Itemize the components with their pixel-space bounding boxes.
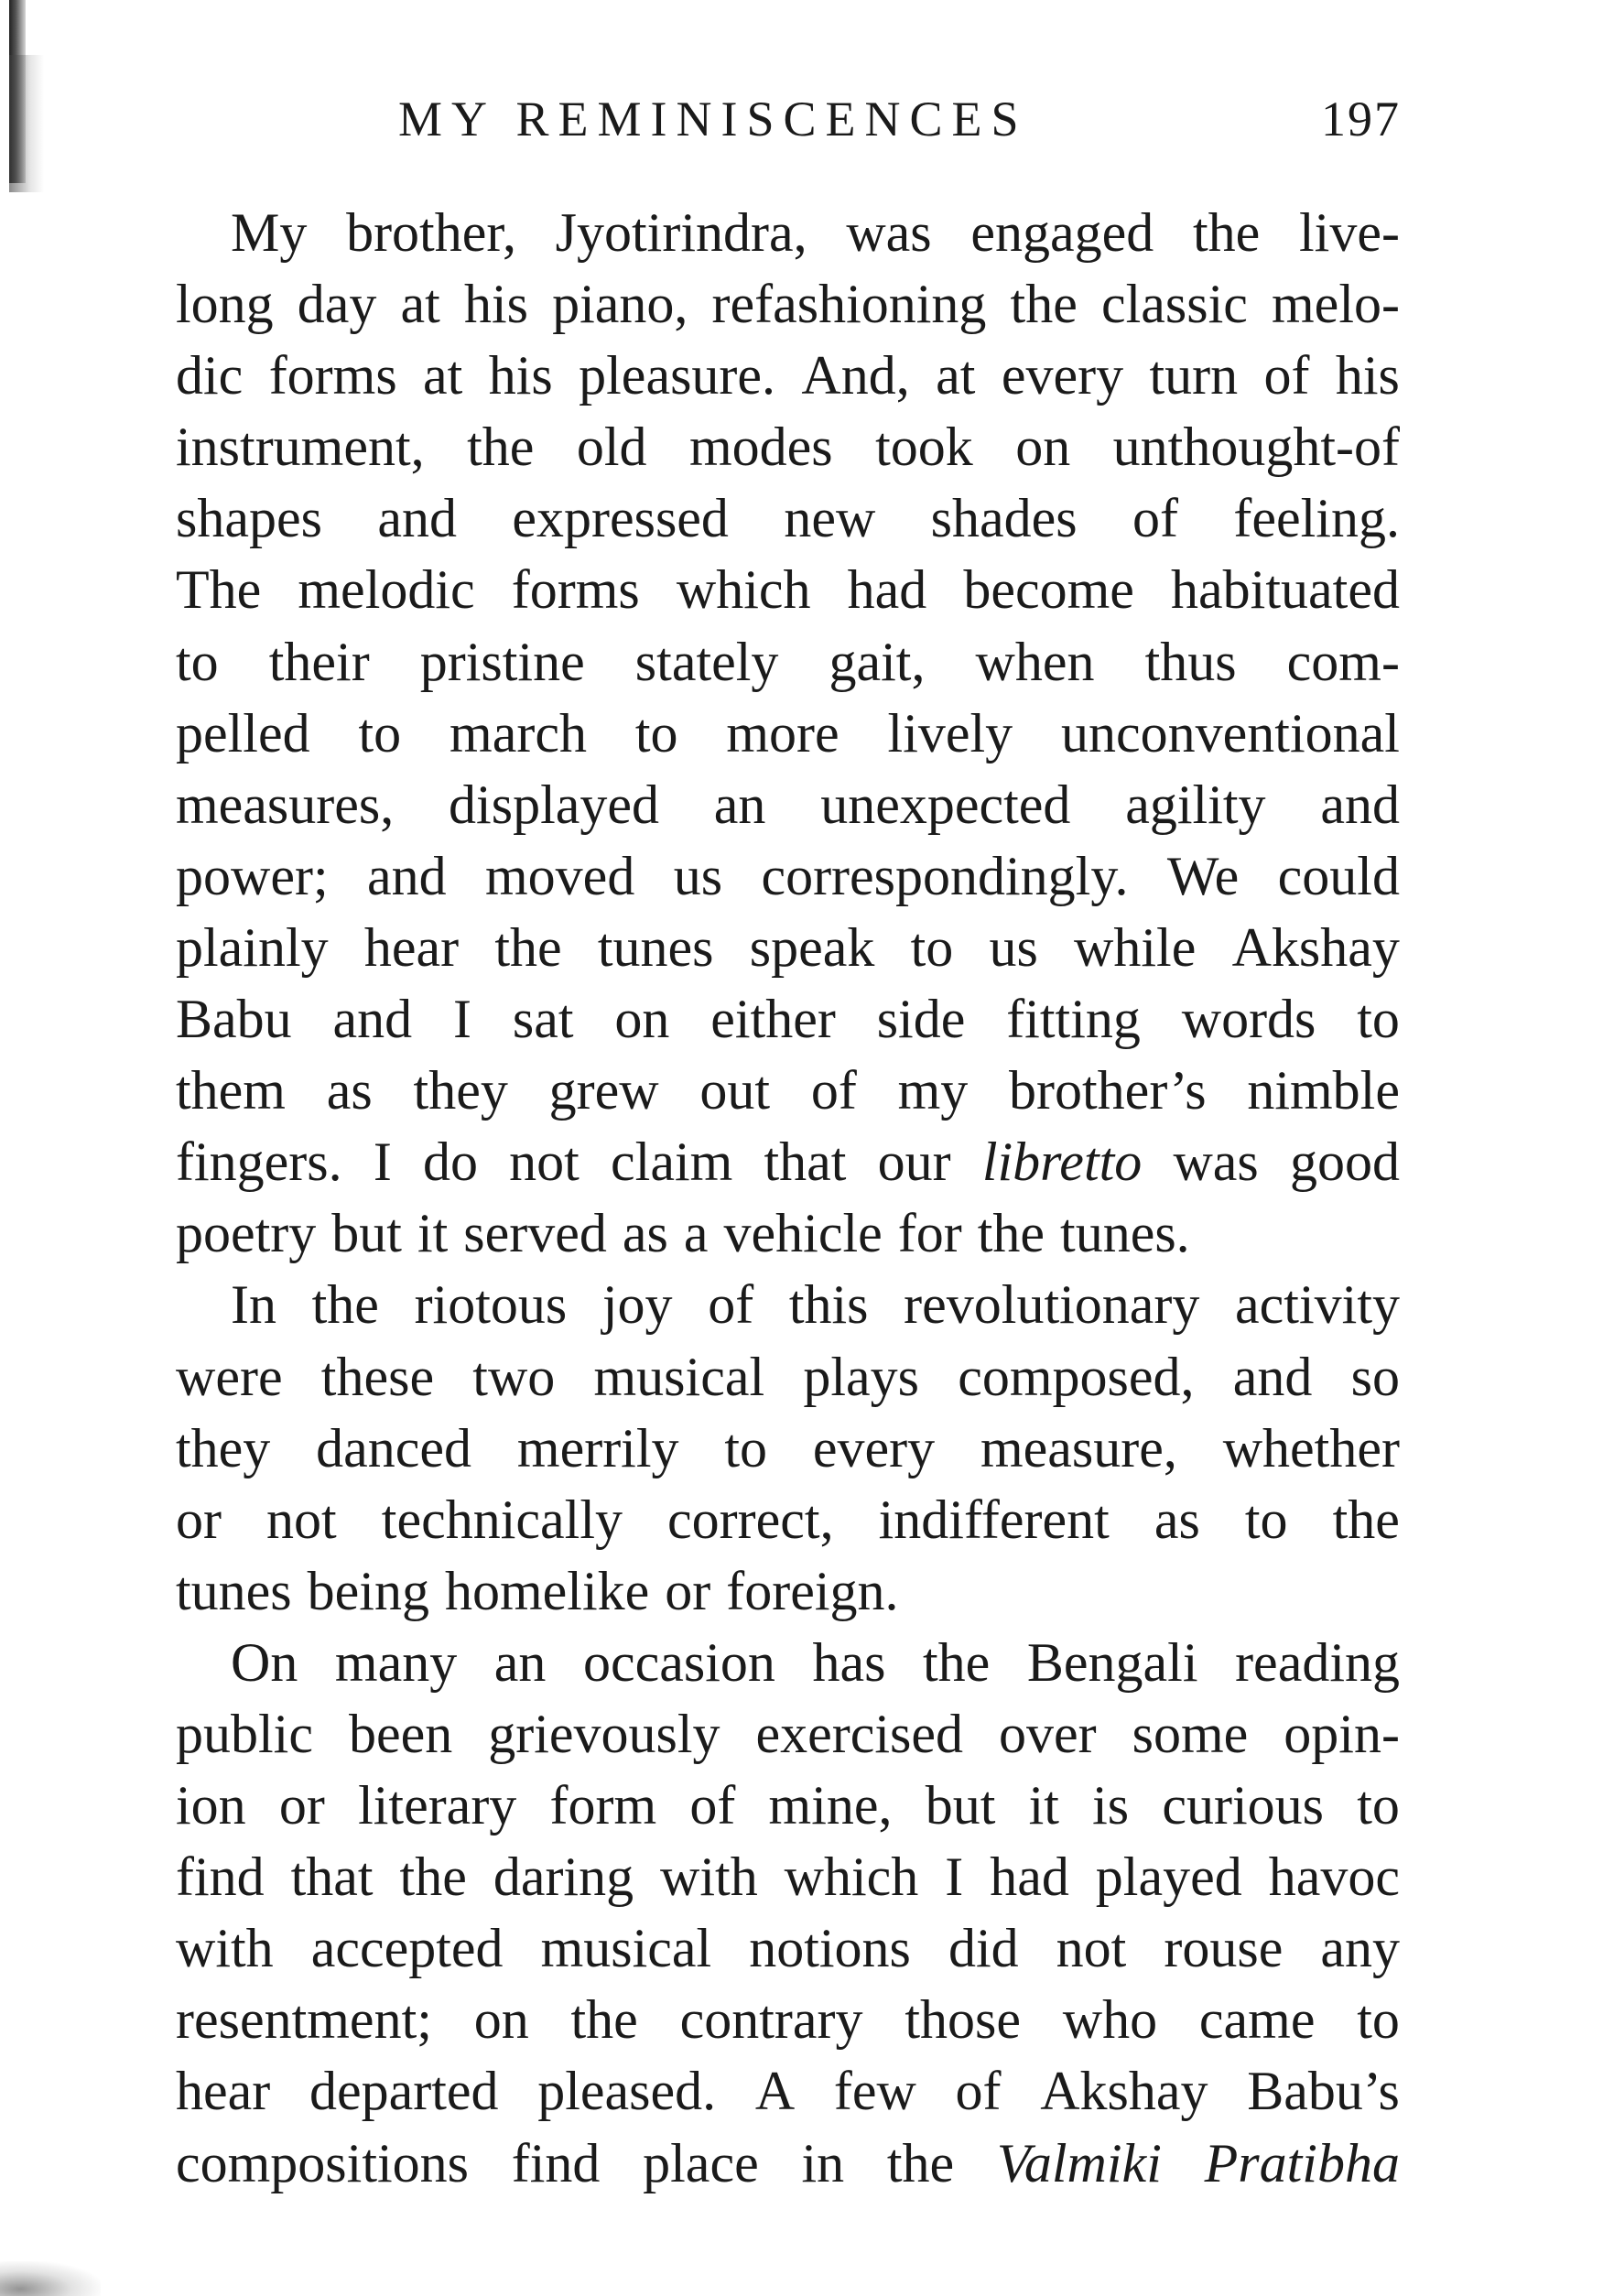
word: melo- <box>1272 274 1400 335</box>
text-line <box>176 197 1400 268</box>
word: tunes <box>176 1560 292 1621</box>
word: shapes <box>176 488 322 549</box>
word: good <box>1289 1132 1400 1193</box>
word: Akshay <box>1040 2061 1208 2122</box>
word: instrument, <box>176 417 425 478</box>
word: some <box>1132 1703 1249 1764</box>
word: the <box>494 916 562 978</box>
scan-edge-smudge <box>9 55 44 192</box>
word: of <box>1263 345 1310 406</box>
word: I <box>373 1132 392 1193</box>
word: And, <box>801 345 910 406</box>
word: havoc <box>1268 1847 1400 1908</box>
word: mine, <box>768 1775 893 1836</box>
word: pleasure. <box>579 345 776 406</box>
word: fitting <box>1006 989 1141 1050</box>
word: them <box>176 1060 286 1121</box>
paragraph <box>176 1269 1400 1626</box>
word: did <box>948 1918 1019 1979</box>
word: were <box>176 1346 283 1407</box>
word: measures, <box>176 774 395 835</box>
text-line <box>176 1413 1400 1484</box>
word: do <box>422 1132 478 1193</box>
word: day <box>297 274 377 335</box>
word: moved <box>485 845 635 906</box>
word: the <box>570 1989 638 2051</box>
word: as <box>326 1060 373 1121</box>
italic-word: libretto <box>981 1132 1143 1193</box>
word: sat <box>512 989 574 1050</box>
word: correct, <box>667 1489 834 1550</box>
text-line <box>176 554 1400 625</box>
word: when <box>975 631 1095 692</box>
word: not <box>266 1489 337 1550</box>
word: new <box>784 488 876 549</box>
word: the <box>399 1847 467 1908</box>
word: or <box>176 1489 222 1550</box>
word: agility <box>1125 774 1266 835</box>
word: musical <box>540 1918 712 1979</box>
text-line <box>176 698 1400 769</box>
text-line <box>176 626 1400 698</box>
word: literary <box>358 1775 517 1836</box>
word: Akshay <box>1231 916 1400 978</box>
word: march <box>450 702 587 764</box>
word: pristine <box>419 631 585 692</box>
word: Jyotirindra, <box>555 202 807 263</box>
word: was <box>846 202 932 263</box>
word: the <box>467 417 535 478</box>
word: composed, <box>958 1346 1195 1407</box>
word: any <box>1320 1918 1400 1979</box>
word: served <box>463 1203 607 1264</box>
word: side <box>876 989 966 1050</box>
word: every <box>1001 345 1124 406</box>
text-line <box>176 912 1400 983</box>
word: melodic <box>298 559 475 621</box>
word: our <box>877 1132 951 1193</box>
word: who <box>1062 1989 1158 2051</box>
text-line <box>176 482 1400 554</box>
word: power; <box>176 845 329 906</box>
word: my <box>897 1060 969 1121</box>
word: of <box>1132 488 1178 549</box>
word: daring <box>493 1847 634 1908</box>
word: and <box>367 845 447 906</box>
word: tunes. <box>1060 1203 1190 1264</box>
word: fingers. <box>176 1132 342 1193</box>
word: his <box>463 274 528 335</box>
word: they <box>413 1060 508 1121</box>
word: of <box>810 1060 857 1121</box>
word: had <box>990 1847 1069 1908</box>
word: homelike <box>444 1560 650 1621</box>
text-line <box>176 840 1400 912</box>
text-line <box>176 1055 1400 1126</box>
text-line <box>176 1912 1400 1984</box>
word: revolutionary <box>904 1274 1200 1336</box>
word: activity <box>1235 1274 1400 1336</box>
word: com- <box>1286 631 1400 692</box>
word: two <box>472 1346 556 1407</box>
word: and <box>332 989 413 1050</box>
word: musical <box>593 1346 765 1407</box>
word: ion <box>176 1775 246 1836</box>
word: to <box>910 916 954 978</box>
word: A <box>754 2061 796 2122</box>
word: turn <box>1149 345 1239 406</box>
word: so <box>1350 1346 1400 1407</box>
word: had <box>847 559 927 621</box>
paragraph <box>176 1627 1400 2199</box>
word: brother, <box>346 202 516 263</box>
scan-corner-smudge <box>0 2261 101 2296</box>
word: indifferent <box>878 1489 1110 1550</box>
word: Bengali <box>1026 1631 1198 1693</box>
word: accepted <box>310 1918 504 1979</box>
word: resentment; <box>176 1989 432 2051</box>
word: thus <box>1144 631 1237 692</box>
word: this <box>788 1274 869 1336</box>
word: hear <box>176 2061 271 2122</box>
word: but <box>331 1203 402 1264</box>
word: We <box>1166 845 1240 906</box>
word: to <box>358 702 402 764</box>
word: which <box>784 1847 919 1908</box>
word: or <box>278 1775 325 1836</box>
text-line <box>176 1770 1400 1841</box>
word: shades <box>930 488 1078 549</box>
text-line <box>176 983 1400 1055</box>
word: dic <box>176 345 244 406</box>
word: his <box>488 345 553 406</box>
word: it <box>1028 1775 1059 1836</box>
word: which <box>676 559 811 621</box>
word: I <box>453 989 471 1050</box>
word: it <box>417 1203 449 1264</box>
word: classic <box>1100 274 1248 335</box>
word: unconventional <box>1061 702 1400 764</box>
word: Babu’s <box>1247 2061 1400 2122</box>
word: gait, <box>829 631 926 692</box>
word: I <box>945 1847 964 1908</box>
word: the <box>311 1274 379 1336</box>
text-line <box>176 1841 1400 1912</box>
text-line <box>176 769 1400 840</box>
word: find <box>511 2132 601 2193</box>
word: of <box>689 1775 736 1836</box>
text-line <box>176 268 1400 340</box>
word: took <box>875 417 973 478</box>
text-line <box>176 1341 1400 1413</box>
word: modes <box>688 417 833 478</box>
text-line <box>176 1269 1400 1340</box>
word: live- <box>1299 202 1400 263</box>
text-line <box>176 1698 1400 1770</box>
word: rouse <box>1164 1918 1284 1979</box>
word: words <box>1181 989 1316 1050</box>
word: unthought-of <box>1112 417 1400 478</box>
word: at <box>423 345 463 406</box>
italic-word: Pratibha <box>1204 2132 1400 2193</box>
word: that <box>290 1847 374 1908</box>
word: that <box>764 1132 847 1193</box>
word: departed <box>309 2061 499 2122</box>
word: not <box>1056 1918 1127 1979</box>
word: compositions <box>176 2132 470 2193</box>
word: become <box>963 559 1134 621</box>
word: the <box>886 2132 955 2193</box>
word: whether <box>1222 1417 1400 1478</box>
word: and <box>1320 774 1400 835</box>
word: of <box>955 2061 1002 2122</box>
word: grew <box>548 1060 659 1121</box>
word: forms <box>511 559 640 621</box>
word: could <box>1277 845 1400 906</box>
word: at <box>936 345 976 406</box>
word: curious <box>1162 1775 1325 1836</box>
word: old <box>576 417 647 478</box>
text-line <box>176 2055 1400 2127</box>
word: those <box>904 1989 1021 2051</box>
word: as <box>622 1203 668 1264</box>
word: correspondingly. <box>761 845 1129 906</box>
word: habituated <box>1171 559 1400 621</box>
word: the <box>1192 202 1261 263</box>
word: contrary <box>679 1989 863 2051</box>
word: the <box>923 1631 991 1693</box>
word: an <box>493 1631 547 1693</box>
word: riotous <box>414 1274 568 1336</box>
word: his <box>1335 345 1400 406</box>
word: speak <box>749 916 875 978</box>
text-line <box>176 1555 1400 1627</box>
text-line <box>176 340 1400 411</box>
word: with <box>660 1847 758 1908</box>
word: to <box>1357 1989 1400 2051</box>
word: brother’s <box>1009 1060 1207 1121</box>
word: stately <box>634 631 779 692</box>
word: the <box>977 1203 1045 1264</box>
word: of <box>708 1274 754 1336</box>
word: a <box>683 1203 709 1264</box>
paragraph <box>176 197 1400 1269</box>
word: refashioning <box>711 274 987 335</box>
word: been <box>348 1703 453 1764</box>
word: reading <box>1235 1631 1400 1693</box>
word: over <box>999 1703 1097 1764</box>
body-text <box>176 197 1400 2199</box>
word: not <box>509 1132 580 1193</box>
word: out <box>699 1060 771 1121</box>
word: lively <box>887 702 1013 764</box>
word: public <box>176 1703 313 1764</box>
word: on <box>473 1989 529 2051</box>
word: and <box>377 488 457 549</box>
word: the <box>1332 1489 1400 1550</box>
word: poetry <box>176 1203 317 1264</box>
word: claim <box>611 1132 733 1193</box>
word: The <box>176 559 262 621</box>
word: every <box>812 1417 936 1478</box>
word: has <box>812 1631 886 1693</box>
word: tunes <box>597 916 714 978</box>
word: and <box>1232 1346 1313 1407</box>
word: displayed <box>449 774 659 835</box>
text-line <box>176 1126 1400 1197</box>
word: unexpected <box>820 774 1071 835</box>
word: foreign. <box>726 1560 899 1621</box>
text-line <box>176 1627 1400 1698</box>
word: on <box>614 989 670 1050</box>
word: forms <box>268 345 397 406</box>
word: to <box>634 702 678 764</box>
word: find <box>176 1847 265 1908</box>
text-line <box>176 1197 1400 1269</box>
word: In <box>231 1274 276 1336</box>
word: in <box>801 2132 845 2193</box>
word: joy <box>601 1274 673 1336</box>
word: place <box>643 2132 759 2193</box>
word: they <box>176 1417 271 1478</box>
word: plainly <box>176 916 329 978</box>
text-line <box>176 1984 1400 2055</box>
word: grievously <box>488 1703 720 1764</box>
word: or <box>665 1560 711 1621</box>
word: us <box>673 845 723 906</box>
word: more <box>726 702 839 764</box>
word: as <box>1154 1489 1200 1550</box>
word: pleased. <box>537 2061 717 2122</box>
word: My <box>231 202 308 263</box>
word: the <box>1010 274 1078 335</box>
word: to <box>724 1417 768 1478</box>
word: piano, <box>552 274 688 335</box>
word: vehicle <box>723 1203 883 1264</box>
word: measure, <box>980 1417 1177 1478</box>
word: feeling. <box>1233 488 1400 549</box>
word: On <box>231 1631 298 1693</box>
word: to <box>1357 989 1400 1050</box>
running-head: MY REMINISCENCES <box>398 92 1028 146</box>
word: at <box>400 274 440 335</box>
word: either <box>710 989 836 1050</box>
word: is <box>1092 1775 1130 1836</box>
word: opin- <box>1284 1703 1400 1764</box>
word: while <box>1074 916 1197 978</box>
word: us <box>989 916 1038 978</box>
word: for <box>897 1203 962 1264</box>
word: came <box>1198 1989 1316 2051</box>
word: but <box>925 1775 996 1836</box>
word: with <box>176 1918 274 1979</box>
text-line <box>176 411 1400 482</box>
word: pelled <box>176 702 310 764</box>
word: hear <box>363 916 460 978</box>
word: long <box>176 274 274 335</box>
word: on <box>1015 417 1071 478</box>
word: many <box>334 1631 458 1693</box>
text-line <box>176 1484 1400 1555</box>
page-number: 197 <box>1321 92 1401 146</box>
word: form <box>549 1775 657 1836</box>
word: played <box>1095 1847 1242 1908</box>
italic-word: Valmiki <box>996 2132 1162 2193</box>
word: engaged <box>970 202 1154 263</box>
word: technically <box>381 1489 623 1550</box>
word: danced <box>316 1417 472 1478</box>
word: occasion <box>582 1631 775 1693</box>
page-header <box>174 82 1401 156</box>
word: Babu <box>176 989 292 1050</box>
word: to <box>176 631 219 692</box>
word: to <box>1357 1775 1400 1836</box>
word: exercised <box>755 1703 964 1764</box>
word: was <box>1173 1132 1259 1193</box>
word: notions <box>749 1918 911 1979</box>
word: their <box>268 631 370 692</box>
word: to <box>1244 1489 1288 1550</box>
word: nimble <box>1247 1060 1400 1121</box>
word: being <box>307 1560 429 1621</box>
word: these <box>320 1346 435 1407</box>
word: expressed <box>512 488 729 549</box>
word: merrily <box>516 1417 679 1478</box>
text-line <box>176 2128 1400 2199</box>
word: plays <box>803 1346 920 1407</box>
word: few <box>833 2061 916 2122</box>
word: an <box>713 774 766 835</box>
